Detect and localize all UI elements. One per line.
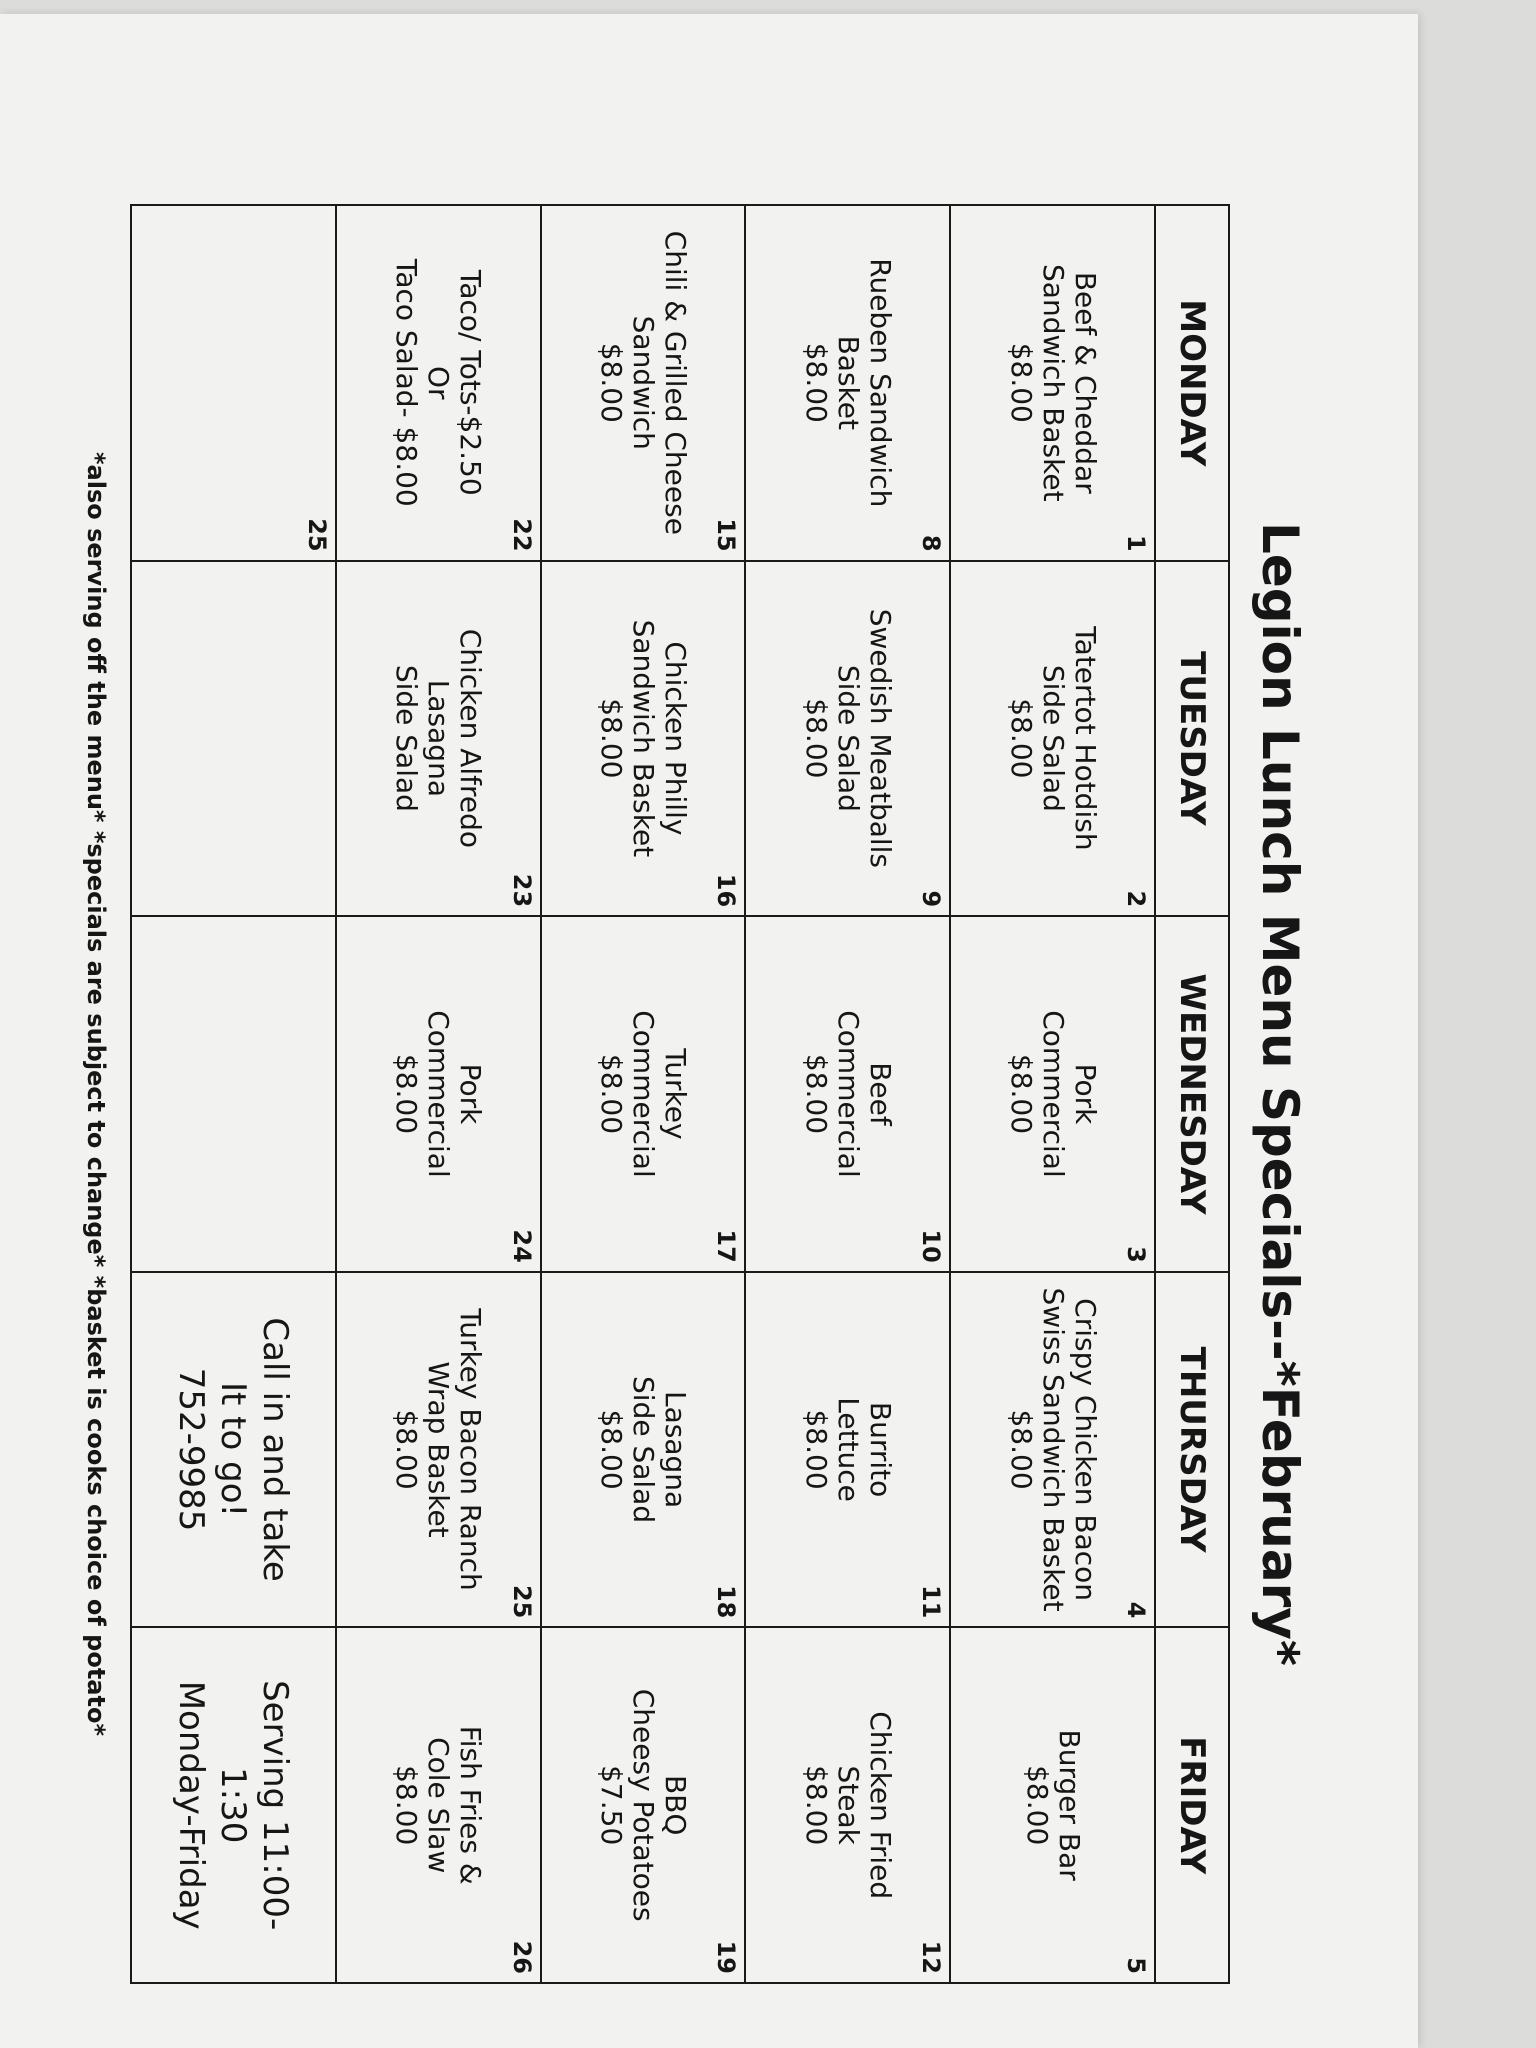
- week-row: [336, 205, 541, 1983]
- day-cell: [950, 561, 1155, 917]
- day-cell: [745, 561, 950, 917]
- day-number: 12: [917, 1940, 946, 1974]
- day-number: 4: [1122, 1601, 1150, 1619]
- menu-item-line: $8.00: [1004, 342, 1038, 423]
- header-monday: MONDAY: [1155, 205, 1229, 561]
- menu-item-line: $8.00: [799, 1409, 833, 1490]
- day-number: 23: [507, 873, 536, 908]
- menu-item-line: Commercial: [1036, 1010, 1070, 1178]
- serving-hours-line: Serving 11:00-: [255, 1680, 296, 1931]
- menu-item-line: Chicken Fried: [863, 1711, 897, 1900]
- menu-item-line: Chicken Philly: [659, 641, 693, 836]
- menu-item-line: Basket: [831, 335, 865, 430]
- menu-item-line: Pork: [1068, 1063, 1102, 1125]
- header-wednesday: WEDNESDAY: [1155, 916, 1229, 1272]
- menu-item-line: Tatertot Hotdish: [1068, 626, 1102, 851]
- weekday-header-row: [1155, 205, 1229, 1983]
- menu-item-line: Burger Bar: [1052, 1729, 1086, 1881]
- day-number: 11: [917, 1584, 946, 1619]
- day-number: 1: [1122, 534, 1150, 552]
- menu-item-line: Wrap Basket: [422, 1361, 456, 1538]
- menu-item-line: $8.00: [390, 1765, 424, 1846]
- day-number: 10: [917, 1229, 946, 1263]
- menu-item-line: $8.00: [799, 342, 833, 423]
- menu-item-line: $8.00: [1004, 1053, 1038, 1135]
- day-number: 16: [712, 873, 741, 908]
- week-row: [541, 205, 746, 1983]
- call-in-line: It to go!: [213, 1382, 254, 1518]
- menu-item-line: $8.00: [799, 698, 833, 779]
- day-number: 25: [507, 1584, 536, 1619]
- menu-item-line: Commercial: [627, 1010, 661, 1178]
- day-cell: [541, 1272, 746, 1628]
- header-friday: FRIDAY: [1155, 1627, 1229, 1983]
- header-thursday: THURSDAY: [1155, 1272, 1229, 1628]
- day-number: 9: [917, 890, 946, 908]
- menu-footnote: *also serving off the menu* *specials are subject to change* *basket is cooks choice of potato*: [82, 451, 110, 1736]
- phone-number: 752-9985: [171, 1367, 212, 1532]
- menu-item-line: Side Salad: [1036, 664, 1070, 812]
- menu-sheet: [20, 164, 1320, 2024]
- menu-item-line: Beef & Cheddar: [1068, 271, 1102, 494]
- serving-hours-line: 1:30: [213, 1767, 254, 1844]
- day-cell: [336, 1272, 541, 1628]
- day-cell: [745, 1272, 950, 1628]
- paper-sheet: [0, 14, 1418, 2048]
- menu-item-line: Sandwich Basket: [627, 619, 661, 858]
- menu-item-line: Rueben Sandwich: [863, 258, 897, 508]
- day-number: 3: [1122, 1246, 1150, 1263]
- menu-calendar: [130, 204, 1230, 1984]
- menu-item-line: Lettuce: [831, 1397, 865, 1502]
- call-in-line: Call in and take: [255, 1317, 296, 1582]
- day-number: 8: [917, 534, 946, 552]
- menu-item-line: Turkey: [659, 1048, 693, 1140]
- day-cell: [336, 205, 541, 561]
- day-cell: [541, 1627, 746, 1983]
- day-number: 19: [712, 1940, 741, 1974]
- week-row: [950, 205, 1155, 1983]
- day-cell: [950, 1627, 1155, 1983]
- serving-days-line: Monday-Friday: [171, 1680, 212, 1930]
- menu-item-line: Lasagna: [659, 1390, 693, 1509]
- menu-item-line: Sandwich: [627, 315, 661, 450]
- day-cell: [541, 561, 746, 917]
- day-cell: [745, 1627, 950, 1983]
- menu-item-line: Side Salad: [831, 664, 865, 812]
- menu-item-line: Cheesy Potatoes: [627, 1688, 661, 1922]
- day-cell: [745, 205, 950, 561]
- day-number: 24: [507, 1229, 536, 1263]
- day-cell: [950, 1272, 1155, 1628]
- menu-item-line: Commercial: [422, 1010, 456, 1178]
- menu-item-line: $8.00: [1020, 1765, 1054, 1846]
- serving-hours-cell: [131, 1627, 336, 1983]
- menu-title: Legion Lunch Menu Specials--*February*: [1251, 521, 1309, 1667]
- menu-item-line: BBQ: [659, 1774, 693, 1836]
- menu-item-line: Fish Fries &: [454, 1725, 488, 1885]
- menu-item-line: $8.00: [799, 1765, 833, 1846]
- day-number: 25: [302, 518, 331, 552]
- menu-item-line: $8.00: [595, 1053, 629, 1135]
- menu-item-line: $8.00: [595, 1409, 629, 1490]
- menu-item-line: Chili & Grilled Cheese: [659, 230, 693, 535]
- menu-item-line: Swedish Meatballs: [863, 608, 897, 869]
- menu-item-line: Swiss Sandwich Basket: [1036, 1287, 1070, 1612]
- menu-item-line: Beef: [863, 1062, 897, 1126]
- header-tuesday: TUESDAY: [1155, 561, 1229, 917]
- menu-item-line: Or: [422, 366, 456, 400]
- menu-item-line: Cole Slaw: [422, 1737, 456, 1874]
- menu-item-line: Side Salad: [627, 1376, 661, 1524]
- menu-item-line: $8.00: [595, 342, 629, 423]
- menu-item-line: $8.00: [390, 1409, 424, 1490]
- day-number: 5: [1122, 1957, 1150, 1974]
- menu-item-line: Crispy Chicken Bacon: [1068, 1298, 1102, 1602]
- menu-item-line: Commercial: [831, 1010, 865, 1178]
- menu-item-line: Burrito: [863, 1401, 897, 1498]
- week-row: [745, 205, 950, 1983]
- day-cell: [131, 916, 336, 1272]
- day-cell: [336, 916, 541, 1272]
- day-cell: [950, 205, 1155, 561]
- menu-item-line: $8.00: [1004, 1409, 1038, 1490]
- menu-item-line: $8.00: [595, 698, 629, 779]
- day-number: 26: [507, 1940, 536, 1974]
- day-number: 22: [507, 518, 536, 552]
- day-number: 2: [1122, 890, 1150, 908]
- menu-item-line: Lasagna: [422, 679, 456, 797]
- day-cell: [541, 916, 746, 1272]
- menu-item-line: $8.00: [390, 1053, 424, 1135]
- day-cell: [950, 916, 1155, 1272]
- day-cell: [541, 205, 746, 561]
- menu-item-line: Chicken Alfredo: [454, 628, 488, 849]
- menu-item-line: Turkey Bacon Ranch: [454, 1308, 488, 1591]
- menu-item-line: $8.00: [1004, 698, 1038, 779]
- menu-item-line: $7.50: [595, 1765, 629, 1846]
- day-cell: [131, 561, 336, 917]
- menu-item-line: Taco/ Tots-$2.50: [454, 269, 488, 496]
- menu-item-line: Steak: [831, 1765, 865, 1845]
- day-cell: [131, 205, 336, 561]
- day-number: 17: [712, 1229, 741, 1263]
- day-cell: [336, 561, 541, 917]
- week-row: [131, 205, 336, 1983]
- menu-item-line: Side Salad: [390, 664, 424, 812]
- menu-item-line: Sandwich Basket: [1036, 264, 1070, 502]
- day-number: 18: [712, 1584, 741, 1619]
- menu-item-line: Taco Salad- $8.00: [390, 258, 424, 507]
- day-number: 15: [712, 518, 741, 552]
- menu-item-line: $8.00: [799, 1053, 833, 1135]
- call-in-cell: [131, 1272, 336, 1628]
- day-cell: [336, 1627, 541, 1983]
- day-cell: [745, 916, 950, 1272]
- menu-item-line: Pork: [454, 1063, 488, 1125]
